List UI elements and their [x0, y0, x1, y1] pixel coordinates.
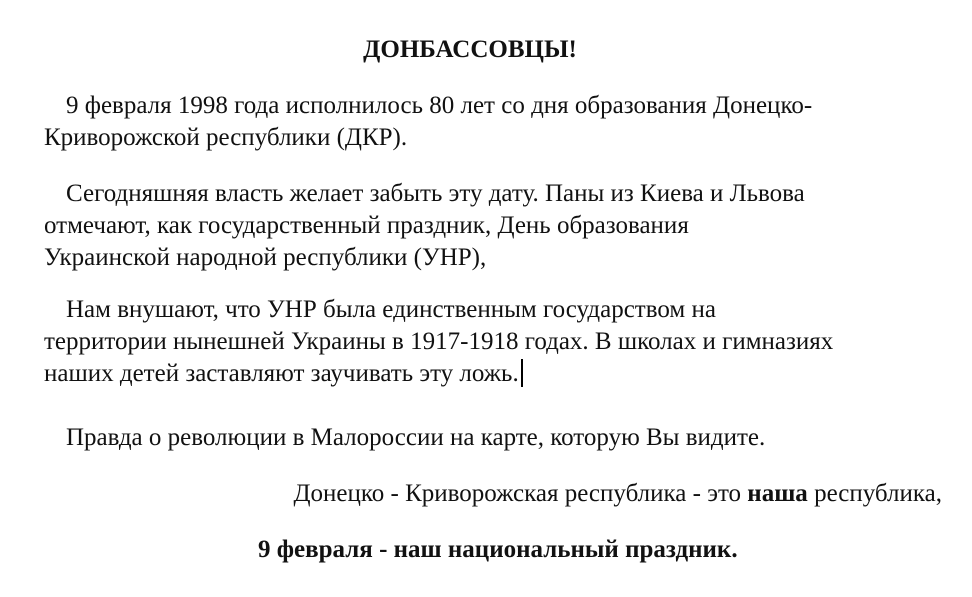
paragraph-line: Криворожской республики (ДКР).	[44, 124, 408, 151]
paragraph-current-power	[44, 178, 805, 274]
paragraph-line-text: наших детей заставляют заучивать эту ложь.	[44, 360, 519, 387]
paragraph-line: Нам внушают, что УНР была единственным государством на	[66, 296, 716, 323]
text-cursor	[521, 359, 523, 387]
paragraph-unr-claim	[44, 294, 833, 390]
paragraph-line: отмечают, как государственный праздник, День образования	[44, 212, 689, 239]
paragraph-line: Правда о революции в Малороссии на карте, которую Вы видите.	[66, 424, 766, 451]
paragraph-line: территории нынешней Украины в 1917-1918 годах. В школах и гимназиях	[44, 328, 834, 355]
paragraph-anniversary	[44, 90, 812, 154]
paragraph-our-republic	[294, 478, 943, 510]
paragraph-line: Украинской народной республики (УНР),	[44, 244, 487, 271]
emphasis-text: наша	[747, 480, 808, 507]
paragraph-line: 9 февраля 1998 года исполнилось 80 лет со дня образования Донецко-	[66, 92, 813, 119]
text-after-bold: республика,	[807, 480, 942, 507]
document-title: ДОНБАССОВЦЫ!	[363, 36, 577, 63]
paragraph-line: Сегодняшняя власть желает забыть эту дату. Паны из Киева и Львова	[66, 180, 805, 207]
closing-statement: 9 февраля - наш национальный праздник.	[258, 536, 738, 563]
paragraph-map-truth	[44, 422, 765, 454]
paragraph-line-with-caret[interactable]	[44, 358, 833, 390]
text-before-bold: Донецко - Криворожская республика - это	[293, 480, 748, 507]
